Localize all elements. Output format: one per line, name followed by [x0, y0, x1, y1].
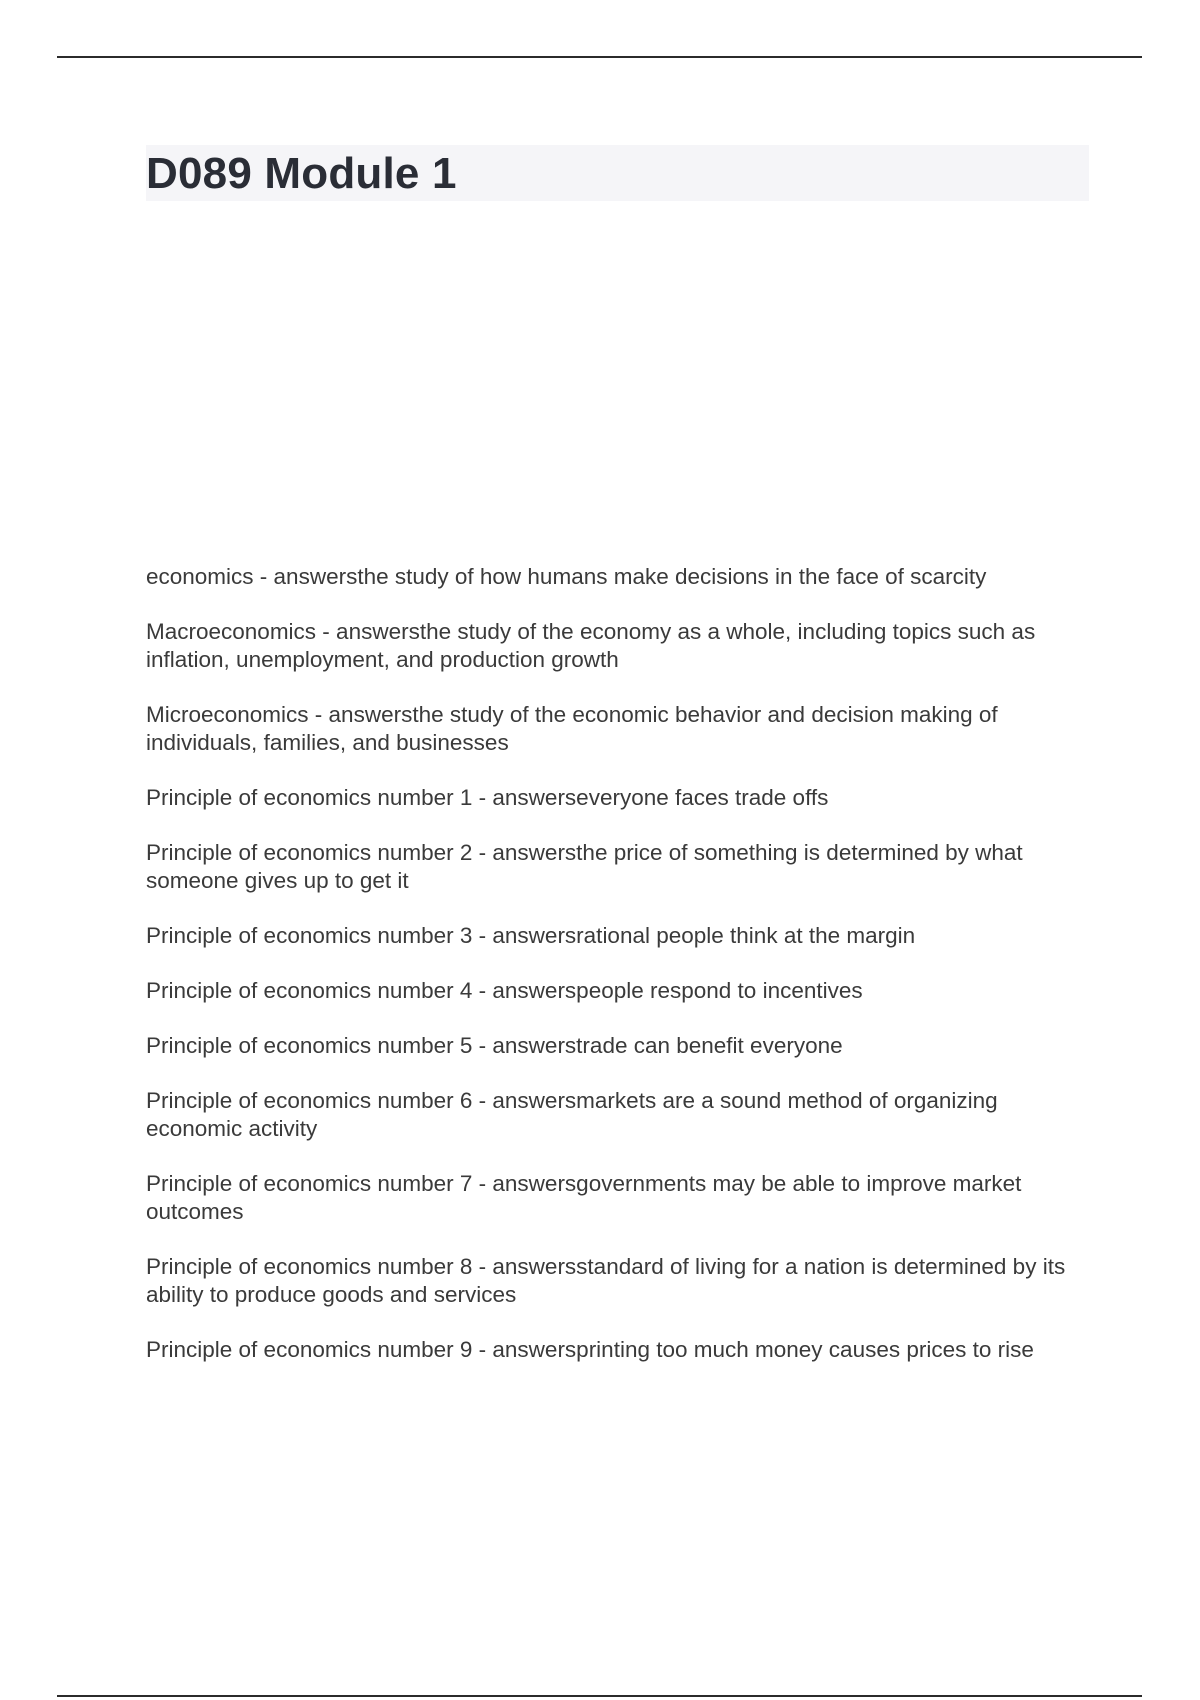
flashcard-entry: Microeconomics - answersthe study of the economic behavior and decision making of individuals, families, and businesses [146, 702, 998, 755]
bottom-rule [57, 1695, 1142, 1697]
flashcard-entry: Principle of economics number 4 - answerspeople respond to incentives [146, 978, 863, 1003]
flashcard-entry: Principle of economics number 6 - answersmarkets are a sound method of organizing economic activity [146, 1088, 998, 1141]
flashcard-entry: Principle of economics number 1 - answerseveryone faces trade offs [146, 785, 829, 810]
flashcard-entry: Macroeconomics - answersthe study of the economy as a whole, including topics such as inflation, unemployment, and production growth [146, 619, 1036, 672]
flashcard-entry: Principle of economics number 7 - answersgovernments may be able to improve market outcomes [146, 1171, 1022, 1224]
flashcard-entry: Principle of economics number 3 - answersrational people think at the margin [146, 923, 916, 948]
flashcard-entry: Principle of economics number 5 - answerstrade can benefit everyone [146, 1033, 843, 1058]
flashcard-entry: economics - answersthe study of how humans make decisions in the face of scarcity [146, 564, 987, 589]
flashcard-entry: Principle of economics number 9 - answersprinting too much money causes prices to rise [146, 1337, 1034, 1362]
document-title: D089 Module 1 [146, 149, 457, 198]
top-rule [57, 56, 1142, 58]
flashcard-entry: Principle of economics number 2 - answersthe price of something is determined by what someone gives up to get it [146, 840, 1023, 893]
flashcard-list [146, 563, 1096, 1391]
flashcard-entry: Principle of economics number 8 - answersstandard of living for a nation is determined by its ability to produce goods and services [146, 1254, 1066, 1307]
